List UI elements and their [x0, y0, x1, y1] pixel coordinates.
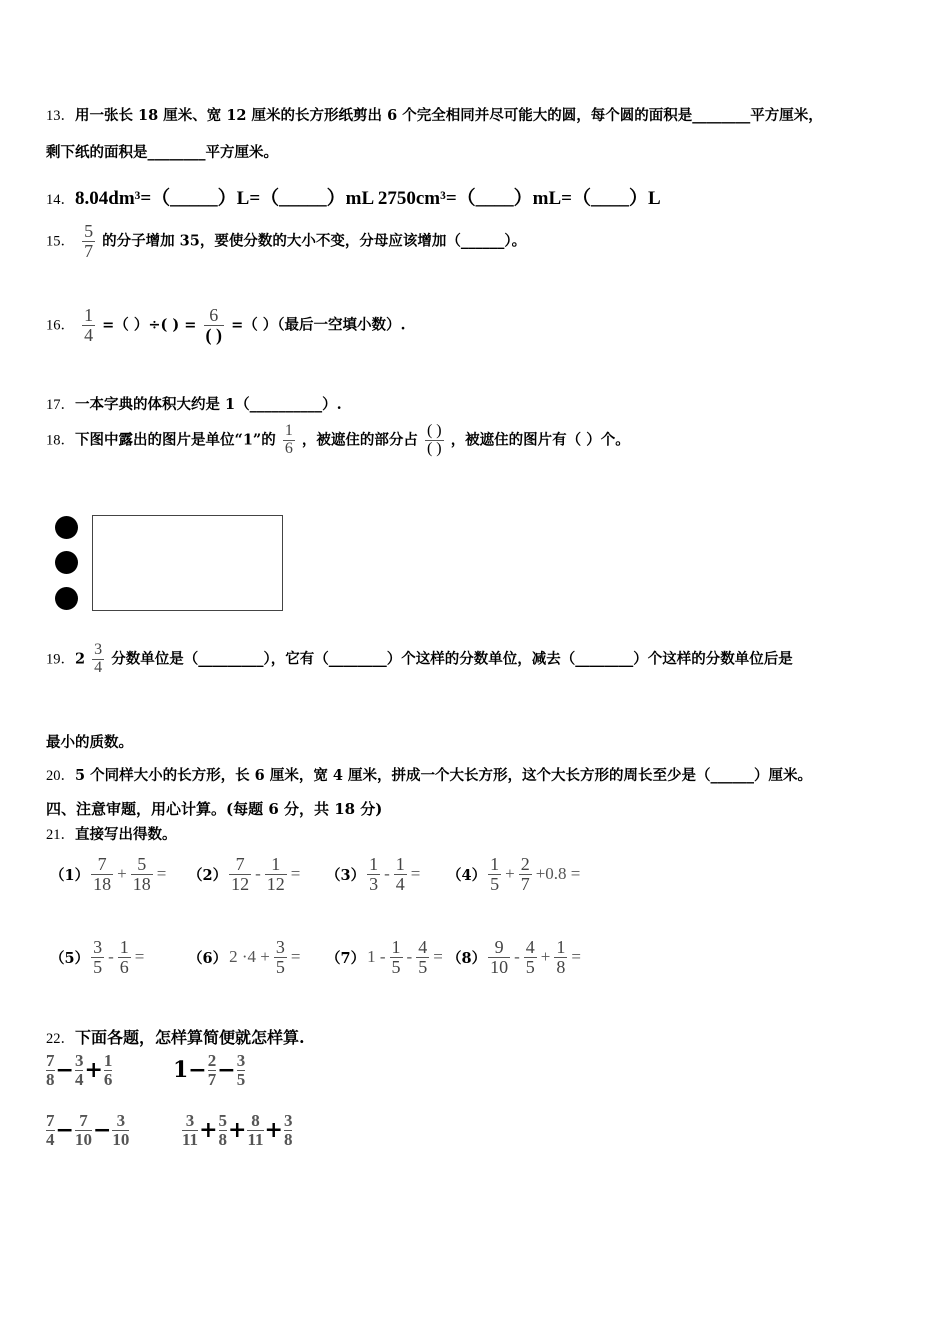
q21-operator: - — [384, 864, 390, 884]
q21-operator: = — [134, 947, 145, 967]
q22-fraction: $\frac{7}{8}$ — [46, 1051, 55, 1089]
q18-number: 18． — [46, 432, 75, 449]
q21-fraction: $\frac{1}{8}$ — [556, 937, 566, 977]
q18-middle: ，被遮住的部分占 — [301, 431, 418, 449]
q16-fraction-2: $\frac{6}{( )}$ — [205, 305, 223, 345]
q21-item-label: （3） — [326, 866, 366, 884]
q22-operator: + — [199, 1117, 218, 1144]
q15-number: 15． — [46, 233, 75, 250]
q20-text: 5 个同样大小的长方形，长 6 厘米，宽 4 厘米，拼成一个大长方形，这个大长方形的周长至少是（______）厘米。 — [75, 767, 813, 784]
q21-operator: - — [255, 864, 261, 884]
q21-item-7 — [326, 938, 445, 977]
q21-item-label: （4） — [447, 866, 487, 884]
q21-item-label: （6） — [188, 949, 228, 967]
q18-line — [46, 423, 630, 458]
q21-fraction: $\frac{5}{18}$ — [132, 854, 151, 894]
q21-fraction: $\frac{3}{5}$ — [93, 937, 103, 977]
q16-line — [46, 306, 406, 345]
q21-operator: - — [406, 947, 413, 967]
q22-fraction: $\frac{8}{11}$ — [247, 1111, 264, 1149]
q15-text: 的分子增加 35，要使分数的大小不变，分母应该增加（______）。 — [102, 232, 527, 250]
q20-number: 20． — [46, 768, 75, 784]
q22-expression-4 — [182, 1112, 292, 1149]
q22-fraction: $\frac{3}{5}$ — [236, 1051, 246, 1089]
q22-fraction: $\frac{3}{10}$ — [112, 1111, 130, 1149]
q16-number: 16． — [46, 317, 75, 334]
visible-dot-3 — [55, 587, 78, 610]
q22-fraction: $\frac{3}{4}$ — [74, 1051, 84, 1089]
q21-operator: - — [108, 947, 114, 967]
q22-operator: + — [264, 1117, 283, 1144]
q21-operator: = — [571, 947, 581, 967]
q22-operator: − — [55, 1057, 74, 1084]
q22-fraction: $\frac{2}{7}$ — [207, 1051, 217, 1089]
q19-number: 19． — [46, 651, 75, 668]
q14-line — [46, 183, 661, 210]
q21-item-label: （7） — [326, 949, 366, 967]
q22-expression-3 — [46, 1112, 129, 1149]
q21-fraction: $\frac{1}{3}$ — [369, 854, 379, 894]
q22-line — [46, 1025, 305, 1048]
q21-fraction: $\frac{1}{4}$ — [395, 854, 405, 894]
q22-operator: − — [92, 1117, 112, 1144]
q20-line — [46, 764, 812, 785]
q21-operator: = — [290, 864, 301, 884]
q21-operator: 1 - — [367, 947, 386, 967]
q21-number: 21． — [46, 827, 75, 843]
q22-fraction: $\frac{7}{4}$ — [46, 1111, 55, 1149]
q22-fraction: $\frac{5}{8}$ — [218, 1111, 227, 1149]
q18-blank-fraction: $\frac{( )}{( )}$ — [426, 422, 442, 457]
q13-text: 用一张长 18 厘米、宽 12 厘米的长方形纸剪出 6 个完全相同并尽可能大的圆，每个圆的面积是________平方厘米， — [75, 107, 823, 124]
q19-fraction: $\frac{3}{4}$ — [94, 641, 103, 676]
q19-line1 — [46, 642, 793, 677]
q22-fraction: $\frac{1}{6}$ — [103, 1051, 113, 1089]
q21-item-5 — [50, 938, 146, 977]
q21-fraction: $\frac{4}{5}$ — [418, 937, 428, 977]
q21-operator: + — [505, 864, 515, 884]
q21-item-label: （2） — [188, 866, 228, 884]
q21-item-1 — [50, 855, 168, 894]
q21-operator: = — [410, 864, 421, 884]
q17-number: 17． — [46, 397, 75, 413]
q17-line — [46, 393, 342, 414]
q22-expression-1 — [46, 1052, 112, 1089]
q21-line — [46, 823, 177, 844]
q22-operator: − — [217, 1057, 236, 1084]
q21-operator: + — [117, 864, 127, 884]
q22-operator: + — [84, 1057, 103, 1084]
q14-number: 14． — [46, 192, 75, 208]
q21-item-label: （5） — [50, 949, 90, 967]
q22-fraction: $\frac{3}{8}$ — [283, 1111, 293, 1149]
q21-item-label: （1） — [50, 866, 90, 884]
q22-number: 22． — [46, 1031, 75, 1047]
q13-line2: 剩下纸的面积是________平方厘米。 — [46, 144, 278, 161]
q18-tail: ，被遮住的图片有（ ）个。 — [450, 431, 630, 449]
q21-item-label: （8） — [447, 949, 487, 967]
q21-operator: - — [514, 947, 520, 967]
q21-operator: = — [290, 947, 301, 967]
q21-fraction: $\frac{3}{5}$ — [275, 937, 285, 977]
q21-item-3 — [326, 855, 422, 894]
visible-dot-2 — [55, 551, 78, 574]
q21-operator: +0.8 = — [535, 864, 581, 884]
q18-pre: 下图中露出的图片是单位“1”的 — [75, 431, 276, 449]
q14-text: 8.04dm³=（_____）L=（_____）mL 2750cm³=（____）mL=（____）L — [75, 188, 661, 209]
q22-title: 下面各题，怎样算简便就怎样算. — [75, 1028, 305, 1047]
q21-title: 直接写出得数。 — [75, 826, 177, 843]
q15-fraction: $\frac{5}{7}$ — [84, 221, 94, 261]
section-4-title: 四、注意审题，用心计算。(每题 6 分，共 18 分) — [46, 800, 383, 818]
q22-operator: + — [228, 1117, 247, 1144]
q21-operator: + — [540, 947, 551, 967]
q22-operator: 1− — [173, 1057, 207, 1084]
q21-fraction: $\frac{7}{12}$ — [231, 854, 250, 894]
q21-item-4 — [447, 855, 582, 894]
q22-fraction: $\frac{3}{11}$ — [182, 1111, 199, 1149]
q21-fraction: $\frac{1}{12}$ — [266, 854, 285, 894]
visible-dot-1 — [55, 516, 78, 539]
q21-item-8 — [447, 938, 583, 977]
q17-text: 一本字典的体积大约是 1（__________）. — [75, 396, 342, 413]
q22-fraction: $\frac{7}{10}$ — [74, 1111, 92, 1149]
q21-fraction: $\frac{9}{10}$ — [490, 937, 509, 977]
q18-fraction: $\frac{1}{6}$ — [284, 422, 293, 457]
covering-rectangle — [92, 515, 283, 611]
q19-whole: 2 — [75, 650, 86, 668]
q15-line — [46, 222, 526, 261]
q21-fraction: $\frac{4}{5}$ — [525, 937, 535, 977]
q21-operator: = — [433, 947, 443, 967]
q21-item-2 — [188, 855, 302, 894]
q13-line1 — [46, 104, 823, 125]
q21-fraction: $\frac{7}{18}$ — [93, 854, 112, 894]
q13-number: 13． — [46, 108, 75, 124]
q21-fraction: $\frac{1}{6}$ — [119, 937, 129, 977]
q22-operator: − — [55, 1117, 74, 1144]
q16-middle: =（ ）÷( ) = — [102, 316, 197, 334]
q22-expression-2 — [172, 1052, 245, 1089]
q21-operator: = — [156, 864, 167, 884]
q19-text: 分数单位是（_________），它有（________）个这样的分数单位，减去（________）个这样的分数单位后是 — [111, 650, 793, 668]
q21-item-6 — [188, 938, 302, 977]
q21-fraction: $\frac{1}{5}$ — [490, 854, 500, 894]
q21-operator: 2 ·4 + — [229, 947, 270, 967]
q19-line2: 最小的质数。 — [46, 734, 133, 751]
q21-fraction: $\frac{1}{5}$ — [391, 937, 401, 977]
q16-tail: =（ ）（最后一空填小数）. — [231, 316, 406, 334]
q16-fraction: $\frac{1}{4}$ — [84, 305, 94, 345]
q21-fraction: $\frac{2}{7}$ — [520, 854, 530, 894]
